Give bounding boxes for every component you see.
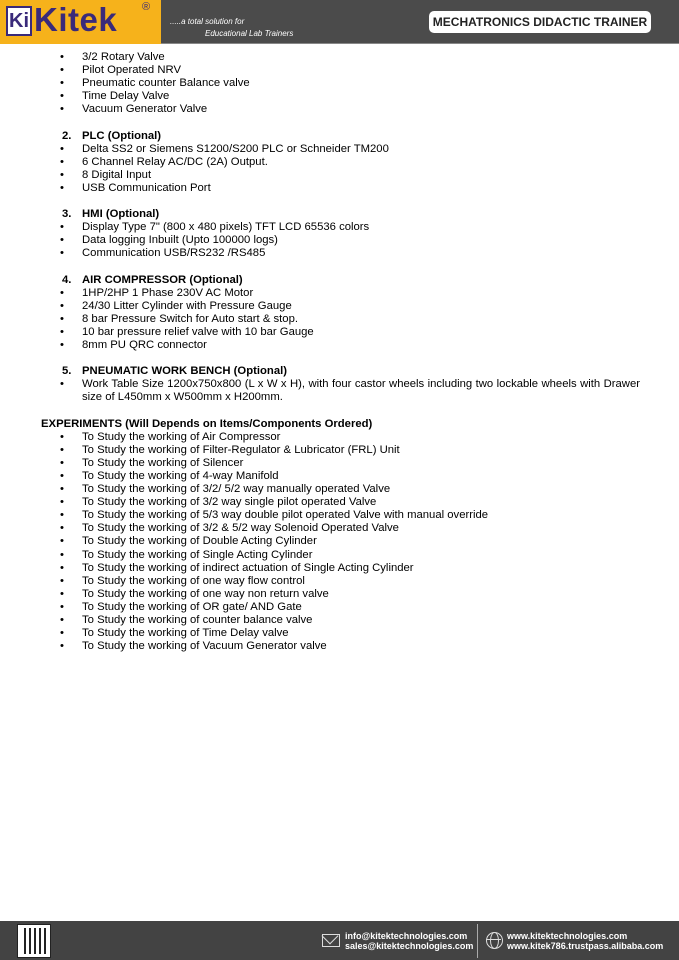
- list-item: • 3/2 Rotary Valve: [0, 51, 679, 64]
- list-item: • Vacuum Generator Valve: [0, 103, 679, 116]
- blank-line: [0, 195, 679, 208]
- experiment-item: • To Study the working of OR gate/ AND Gate: [0, 601, 679, 614]
- section-title: PNEUMATIC WORK BENCH (Optional): [82, 365, 287, 378]
- kitek-logo: [0, 0, 161, 44]
- experiment-item: • To Study the working of 3/2/ 5/2 way manually operated Valve: [0, 483, 679, 496]
- list-item: • Pneumatic counter Balance valve: [0, 77, 679, 90]
- website-link[interactable]: www.kitektechnologies.com: [507, 931, 628, 941]
- experiment-item: • To Study the working of 3/2 & 5/2 way Solenoid Operated Valve: [0, 522, 679, 535]
- list-item: • Work Table Size 1200x750x800 (L x W x H), with four castor wheels including two lockable wheels with Drawer size of L450mm x W500mm x H200mm.: [0, 378, 679, 404]
- blank-line: [0, 116, 679, 129]
- list-item: • Pilot Operated NRV: [0, 64, 679, 77]
- list-item: • Communication USB/RS232 /RS485: [0, 247, 679, 260]
- experiment-item: • To Study the working of 5/3 way double pilot operated Valve with manual override: [0, 509, 679, 522]
- experiment-item: • To Study the working of one way flow control: [0, 575, 679, 588]
- section-heading: [0, 274, 679, 287]
- document-body: [0, 51, 679, 653]
- blank-line: [0, 405, 679, 418]
- mail-icon: [322, 934, 340, 947]
- section-heading: [0, 130, 679, 143]
- section-heading: [0, 365, 679, 378]
- experiment-item: • To Study the working of 4-way Manifold: [0, 470, 679, 483]
- logo-mark: Ki: [6, 6, 32, 36]
- list-item: • Data logging Inbuilt (Upto 100000 logs): [0, 234, 679, 247]
- experiment-item: • To Study the working of one way non return valve: [0, 588, 679, 601]
- list-item: • USB Communication Port: [0, 182, 679, 195]
- registered-mark: ®: [142, 1, 151, 13]
- experiment-item: • To Study the working of Single Acting Cylinder: [0, 549, 679, 562]
- blank-line: [0, 261, 679, 274]
- section-title: AIR COMPRESSOR (Optional): [82, 273, 243, 286]
- experiment-item: • To Study the working of indirect actuation of Single Acting Cylinder: [0, 562, 679, 575]
- section-title: HMI (Optional): [82, 208, 160, 221]
- tagline-line-1: .....a total solution for: [170, 17, 245, 26]
- page-footer: [0, 921, 679, 960]
- globe-icon: [486, 932, 503, 949]
- list-item: • 1HP/2HP 1 Phase 230V AC Motor: [0, 287, 679, 300]
- section-number: 2.: [62, 129, 72, 142]
- list-item: • Display Type 7" (800 x 480 pixels) TFT LCD 65536 colors: [0, 221, 679, 234]
- experiment-item: • To Study the working of Filter-Regulator & Lubricator (FRL) Unit: [0, 444, 679, 457]
- document-title: MECHATRONICS DIDACTIC TRAINER: [429, 11, 651, 33]
- list-item: • 8 Digital Input: [0, 169, 679, 182]
- list-item: • 8 bar Pressure Switch for Auto start & stop.: [0, 313, 679, 326]
- email-info[interactable]: info@kitektechnologies.com: [345, 931, 468, 941]
- section-number: 5.: [62, 365, 72, 378]
- blank-line: [0, 352, 679, 365]
- list-item: • 24/30 Litter Cylinder with Pressure Gauge: [0, 300, 679, 313]
- experiment-item: • To Study the working of counter balance valve: [0, 614, 679, 627]
- experiment-item: • To Study the working of Vacuum Generator valve: [0, 640, 679, 653]
- section-number: 3.: [62, 208, 72, 221]
- alibaba-link[interactable]: www.kitek786.trustpass.alibaba.com: [507, 941, 664, 951]
- experiment-item: • To Study the working of 3/2 way single pilot operated Valve: [0, 496, 679, 509]
- list-item: • 8mm PU QRC connector: [0, 339, 679, 352]
- list-item: • Time Delay Valve: [0, 90, 679, 103]
- experiment-item: • To Study the working of Air Compressor: [0, 431, 679, 444]
- list-item: • 6 Channel Relay AC/DC (2A) Output.: [0, 156, 679, 169]
- page-header: [0, 0, 679, 44]
- experiment-item: • To Study the working of Time Delay valve: [0, 627, 679, 640]
- email-sales[interactable]: sales@kitektechnologies.com: [345, 941, 474, 951]
- logo-text: Kitek: [34, 1, 118, 38]
- experiments-heading: EXPERIMENTS (Will Depends on Items/Components Ordered): [41, 417, 373, 430]
- qr-code-icon: [18, 925, 50, 957]
- list-item: • Delta SS2 or Siemens S1200/S200 PLC or Schneider TM200: [0, 143, 679, 156]
- section-heading: [0, 208, 679, 221]
- list-item: • 10 bar pressure relief valve with 10 bar Gauge: [0, 326, 679, 339]
- experiment-item: • To Study the working of Silencer: [0, 457, 679, 470]
- tagline-line-2: Educational Lab Trainers: [205, 29, 294, 38]
- section-title: PLC (Optional): [82, 129, 162, 142]
- section-number: 4.: [62, 273, 72, 286]
- footer-divider: [477, 924, 478, 958]
- experiment-item: • To Study the working of Double Acting Cylinder: [0, 535, 679, 548]
